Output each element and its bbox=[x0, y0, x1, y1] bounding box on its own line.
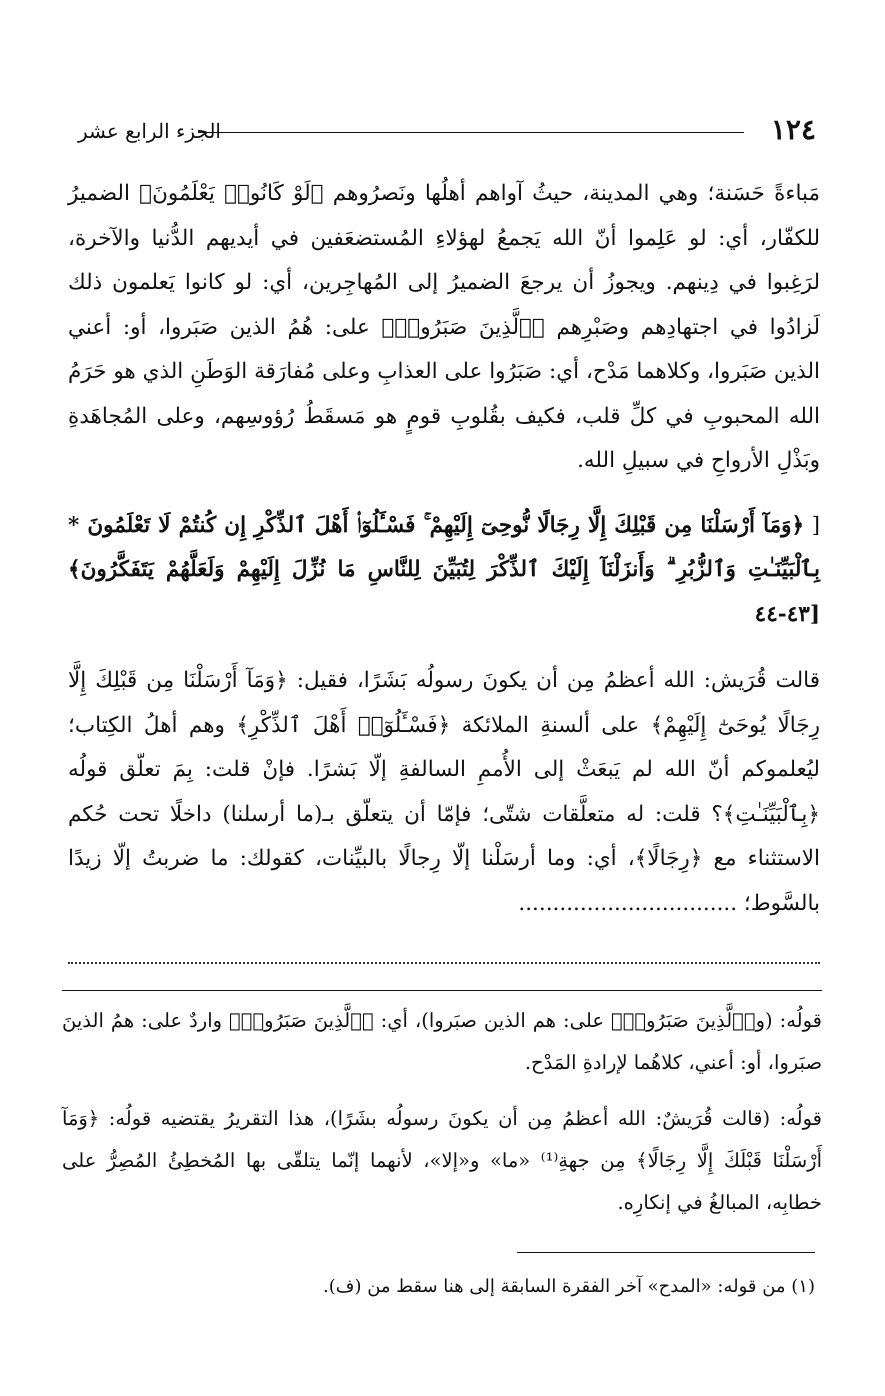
running-title: الجزء الرابع عشر bbox=[78, 119, 221, 143]
commentary-paragraph-1: مَباءةً حَسَنة؛ وهي المدينة، حيثُ آواهم أهلُها ونَصرُوهم ﴿لَوْ كَانُوا۟ يَعْلَمُونَ﴾ الضميرُ للكفّار، أي: لو عَلِموا أنّ الله يَجمعُ لهؤلاءِ المُستضعَفين في أيديهم الدُّنيا والآخرة، لرَغِبوا في دِينهم. ويجوزُ أن يرجعَ الضميرُ إلى المُهاجِرين، أي: لو كانوا يَعلمون ذلك لَزادُوا في اجتهادِهم وصَبْرِهم ﴿ٱلَّذِينَ صَبَرُوا۟﴾ على: هُمُ الذين صَبَروا، أو: أعني الذين صَبَروا، وكلاهما مَدْح، أي: صَبَرُوا على العذابِ وعلى مُفارَقة الوَطَنِ الذي هو حَرَمُ الله المحبوبِ في كلِّ قلب، فكيف بقُلوبِ قومٍ هو مَسقَطُ رُؤوسِهم، وعلى المُجاهَدةِ وبَذْلِ الأرواحِ في سبيلِ الله. bbox=[68, 181, 820, 473]
dotted-separator bbox=[68, 962, 820, 964]
gloss-section bbox=[62, 1000, 822, 1224]
verse-reference: [٤٣-٤٤ bbox=[754, 601, 820, 627]
quran-verse-text: ﴿وَمَآ أَرْسَلْنَا مِن قَبْلِكَ إِلَّا رِجَالًا نُّوحِىٓ إِلَيْهِمْ ۚ فَسْـَٔلُوٓا۟ أَهْلَ ٱلذِّكْرِ إِن كُنتُمْ لَا تَعْلَمُونَ * بِٱلْبَيِّنَـٰتِ وَٱلزُّبُرِ ۗ وَأَنزَلْنَآ إِلَيْكَ ٱلذِّكْرَ لِتُبَيِّنَ لِلنَّاسِ مَا نُزِّلَ إِلَيْهِمْ وَلَعَلَّهُمْ يَتَفَكَّرُونَ﴾ bbox=[68, 512, 820, 582]
page-header bbox=[78, 112, 816, 152]
gloss-paragraph-1: قولُه: (و﴿ٱلَّذِينَ صَبَرُوا۟﴾ على: هم الذين صبَروا)، أي: ﴿ٱلَّذِينَ صَبَرُوا۟﴾ واردٌ على: همُ الذينَ صبَروا، أو: أعني، كلاهُما لإرادةِ المَدْح. bbox=[62, 1009, 822, 1074]
verse-open-bracket: [ bbox=[811, 512, 820, 538]
page-number: ١٢٤ bbox=[770, 113, 816, 146]
footnote: (١) من قوله: «المدح» آخر الفقرة السابقة إلى هنا سقط من (ف). bbox=[323, 1276, 815, 1297]
quran-verse-block bbox=[68, 504, 820, 638]
footnote-rule bbox=[517, 1252, 815, 1253]
commentary-paragraph-2: قالت قُرَيش: الله أعظمُ مِن أن يكونَ رسولُه بَشَرًا، فقيل: ﴿وَمَآ أَرْسَلْنَا مِن قَبْلِكَ إِلَّا رِجَالًا يُوحَىٰٓ إِلَيْهِمْ﴾ على ألسنةِ الملائكة ﴿فَسْـَٔلُوٓا۟ أَهْلَ ٱلذِّكْرِ﴾ وهم أهلُ الكِتاب؛ ليُعلموكم أنّ الله لم يَبعَثْ إلى الأُممِ السالفةِ إلّا بَشرًا. فإنْ قلت: بِمَ تعلّق قولُه ﴿بِٱلْبَيِّنَـٰتِ﴾؟ قلت: له متعلَّقات شتّى؛ فإمّا أن يتعلّق بـ(ما أرسلنا) داخلًا تحت حُكم الاستثناء مع ﴿رِجَالًا﴾، أي: وما أرسَلْنا إلّا رِجالًا بالبيِّنات، كقولك: ما ضربتُ إلّا زيدًا بالسَّوط؛ ................................ bbox=[68, 668, 820, 916]
gloss-rule bbox=[62, 990, 822, 991]
gloss-paragraph-2: قولُه: (قالت قُرَيشٌ: الله أعظمُ مِن أن يكونَ رسولُه بشَرًا)، هذا التقريرُ يقتضيه قولُه: ﴿وَمَآ أَرْسَلْنَا قَبْلَكَ إِلَّا رِجَالًا﴾ مِن جهةِ⁽¹⁾ «ما» و«إلا»، لأنهما إنّما يتلقّى بها المُخطِئُ المُصِرُّ على خطابِه، المبالغُ في إنكارِه. bbox=[62, 1107, 822, 1214]
header-rule bbox=[198, 132, 744, 133]
main-commentary bbox=[68, 172, 820, 926]
